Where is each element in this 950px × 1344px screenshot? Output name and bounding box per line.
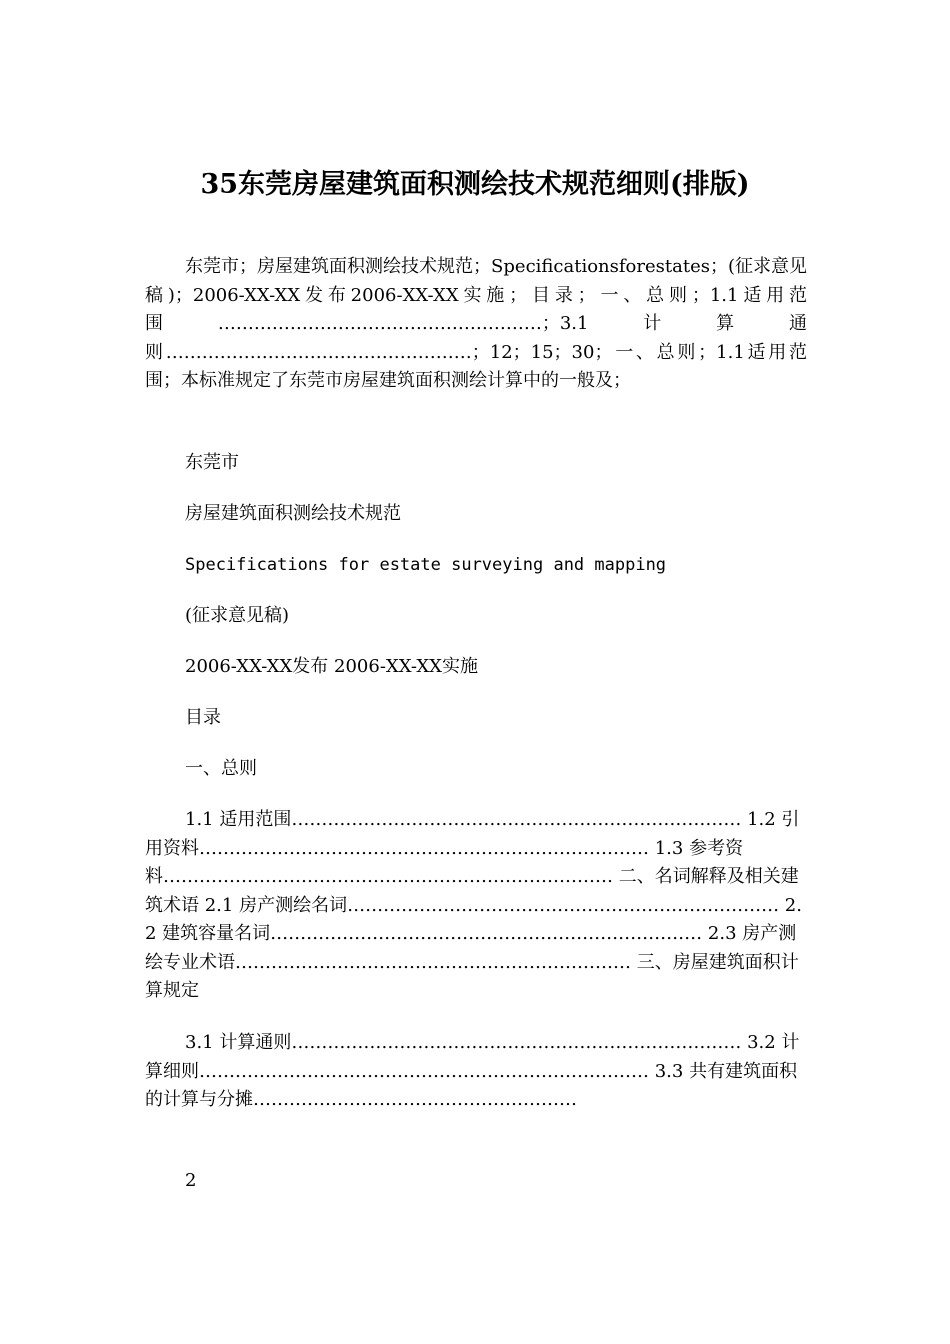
dates-paragraph: 2006-XX-XX发布 2006-XX-XX实施 <box>185 656 478 677</box>
contents-heading: 目录 <box>185 707 221 728</box>
summary-paragraph: 东莞市；房屋建筑面积测绘技术规范；Specificationsforestates；(征求意见稿)；2006-XX-XX发布2006-XX-XX实施；目录；一、总则；1.1适用范围………………………………………………；3.1计算通则……………………………………………；12；15；30；一、总则；1.1适用范围；本标准规定了东莞市房屋建筑面积测绘计算中的一般及； <box>145 256 807 391</box>
spec-en-paragraph: Specifications for estate surveying and mapping <box>185 555 667 575</box>
spec-cn-paragraph: 房屋建筑面积测绘技术规范 <box>185 503 401 524</box>
general-heading: 一、总则 <box>185 758 257 779</box>
page-number: 2 <box>185 1170 197 1191</box>
toc-block-1: 1.1 适用范围………………………………………………………………… 1.2 引用资料………………………………………………………………… 1.3 参考资料………………………………………………………………… 二、名词解释及相关建筑术语 2.1 房产测绘名词……………………………………………………………… 2.2 建筑容量名词……………………………………………………………… 2.3 房产测绘专业术语………………………………………………………… 三、房屋建筑面积计算规定 <box>145 809 802 1001</box>
city-paragraph: 东莞市 <box>185 452 239 473</box>
document-title: 35东莞房屋建筑面积测绘技术规范细则(排版) <box>200 169 750 200</box>
toc-block-2: 3.1 计算通则………………………………………………………………… 3.2 计算细则………………………………………………………………… 3.3 共有建筑面积的计算与分摊……………………………………………… <box>145 1032 800 1110</box>
draft-paragraph: (征求意见稿) <box>185 605 290 626</box>
